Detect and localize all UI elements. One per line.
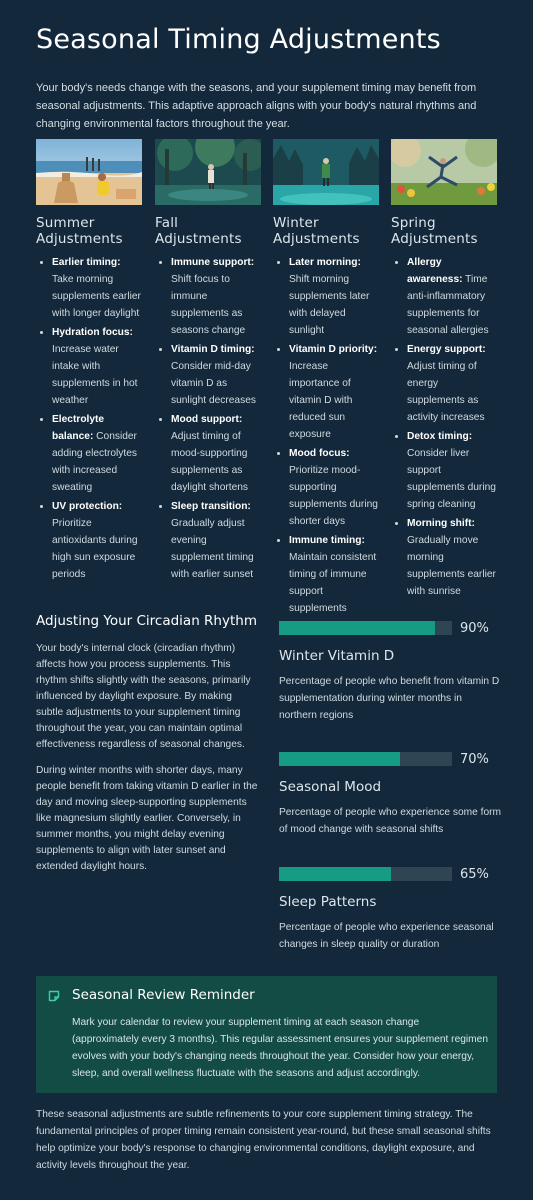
spring-yoga-image	[391, 139, 497, 205]
stat-winter-vitamin-d	[279, 620, 501, 724]
page-title: Seasonal Timing Adjustments	[36, 24, 441, 55]
stat-title: Winter Vitamin D	[279, 648, 395, 664]
stat-sleep-patterns	[279, 866, 501, 953]
list-item: Earlier timing: Take morning supplements earlier with longer daylight	[36, 254, 142, 322]
season-heading: Fall Adjustments	[155, 215, 242, 247]
stat-title: Seasonal Mood	[279, 779, 382, 795]
stat-percent: 70%	[460, 751, 489, 767]
summer-beach-image	[36, 139, 142, 205]
season-list	[273, 254, 379, 617]
list-item: Hydration focus: Increase water intake with supplements in hot weather	[36, 324, 142, 409]
circadian-heading: Adjusting Your Circadian Rhythm	[36, 613, 257, 629]
season-heading: Winter Adjustments	[273, 215, 360, 247]
stat-description: Percentage of people who benefit from vitamin D supplementation during winter months in northern regions	[279, 676, 500, 721]
seasons-grid	[36, 139, 500, 614]
list-item: UV protection: Prioritize antioxidants during high sun exposure periods	[36, 498, 142, 583]
stat-title: Sleep Patterns	[279, 894, 377, 910]
reminder-text: Mark your calendar to review your supplement timing at each season change (approximately every 3 months). This regular assessment ensures your supplement regimen evolves with your body's changing needs throughout the year. Consider how your energy, sleep, and overall wellness fluctuate with the seasons and adjust accordingly.	[72, 1017, 488, 1079]
list-item: Vitamin D timing: Consider mid-day vitamin D as sunlight decreases	[155, 341, 261, 409]
stat-description: Percentage of people who experience some form of mood change with seasonal shifts	[279, 807, 501, 835]
progress-track	[279, 867, 452, 881]
winter-forest-image	[273, 139, 379, 205]
stat-percent: 90%	[460, 620, 489, 636]
list-item: Electrolyte balance: Consider adding electrolytes with increased sweating	[36, 411, 142, 496]
season-summer	[36, 139, 142, 585]
list-item: Morning shift: Gradually move morning supplements earlier with sunrise	[391, 515, 497, 600]
progress-fill	[279, 752, 400, 766]
circadian-section	[36, 613, 258, 875]
progress-fill	[279, 867, 391, 881]
note-icon	[48, 990, 60, 1002]
list-item: Mood focus: Prioritize mood-supporting supplements during shorter days	[273, 445, 379, 530]
progress-fill	[279, 621, 435, 635]
season-heading: Summer Adjustments	[36, 215, 123, 247]
stat-percent: 65%	[460, 866, 489, 882]
list-item: Vitamin D priority: Increase importance of vitamin D with reduced sun exposure	[273, 341, 379, 443]
circadian-paragraph: During winter months with shorter days, many people benefit from taking vitamin D earlier in the day and moving sleep-supporting supplements like magnesium slightly earlier. Conversely, in summer months, you might delay evening supplements to align with later sunset and extended daylight hours.	[36, 765, 258, 872]
season-winter	[273, 139, 379, 619]
review-reminder-callout	[36, 976, 497, 1093]
list-item: Allergy awareness: Time anti-inflammatory supplements for seasonal allergies	[391, 254, 497, 339]
stat-seasonal-mood	[279, 751, 501, 838]
list-item: Mood support: Adjust timing of mood-supporting supplements as daylight shortens	[155, 411, 261, 496]
progress-track	[279, 752, 452, 766]
intro-paragraph: Your body's needs change with the seasons, and your supplement timing may benefit from seasonal adjustments. This adaptive approach aligns with your body's natural rhythms and changing environmental factors throughout the year.	[36, 82, 477, 130]
reminder-title: Seasonal Review Reminder	[72, 987, 255, 1003]
season-spring	[391, 139, 497, 602]
progress-track	[279, 621, 452, 635]
list-item: Energy support: Adjust timing of energy supplements as activity increases	[391, 341, 497, 426]
season-list	[36, 254, 142, 583]
season-heading: Spring Adjustments	[391, 215, 478, 247]
list-item: Sleep transition: Gradually adjust evening supplement timing with earlier sunset	[155, 498, 261, 583]
fall-forest-image	[155, 139, 261, 205]
season-list	[391, 254, 497, 600]
list-item: Immune timing: Maintain consistent timing of immune support supplements	[273, 532, 379, 617]
season-fall	[155, 139, 261, 585]
circadian-paragraph: Your body's internal clock (circadian rhythm) affects how you process supplements. This rhythm shifts slightly with the seasons, primarily influenced by daylight exposure. By making subtle adjustments to your supplement timing throughout the year, you can maintain optimal effectiveness regardless of seasonal changes.	[36, 643, 251, 750]
list-item: Immune support: Shift focus to immune supplements as seasons change	[155, 254, 261, 339]
list-item: Later morning: Shift morning supplements later with delayed sunlight	[273, 254, 379, 339]
closing-paragraph: These seasonal adjustments are subtle refinements to your core supplement timing strategy. The fundamental principles of proper timing remain consistent year-round, but these small seasonal shifts help optimize your body's response to changing environmental conditions, daylight exposure, and activity levels throughout the year.	[36, 1109, 491, 1171]
season-list	[155, 254, 261, 583]
list-item: Detox timing: Consider liver support supplements during spring cleaning	[391, 428, 497, 513]
stat-description: Percentage of people who experience seasonal changes in sleep quality or duration	[279, 922, 494, 950]
